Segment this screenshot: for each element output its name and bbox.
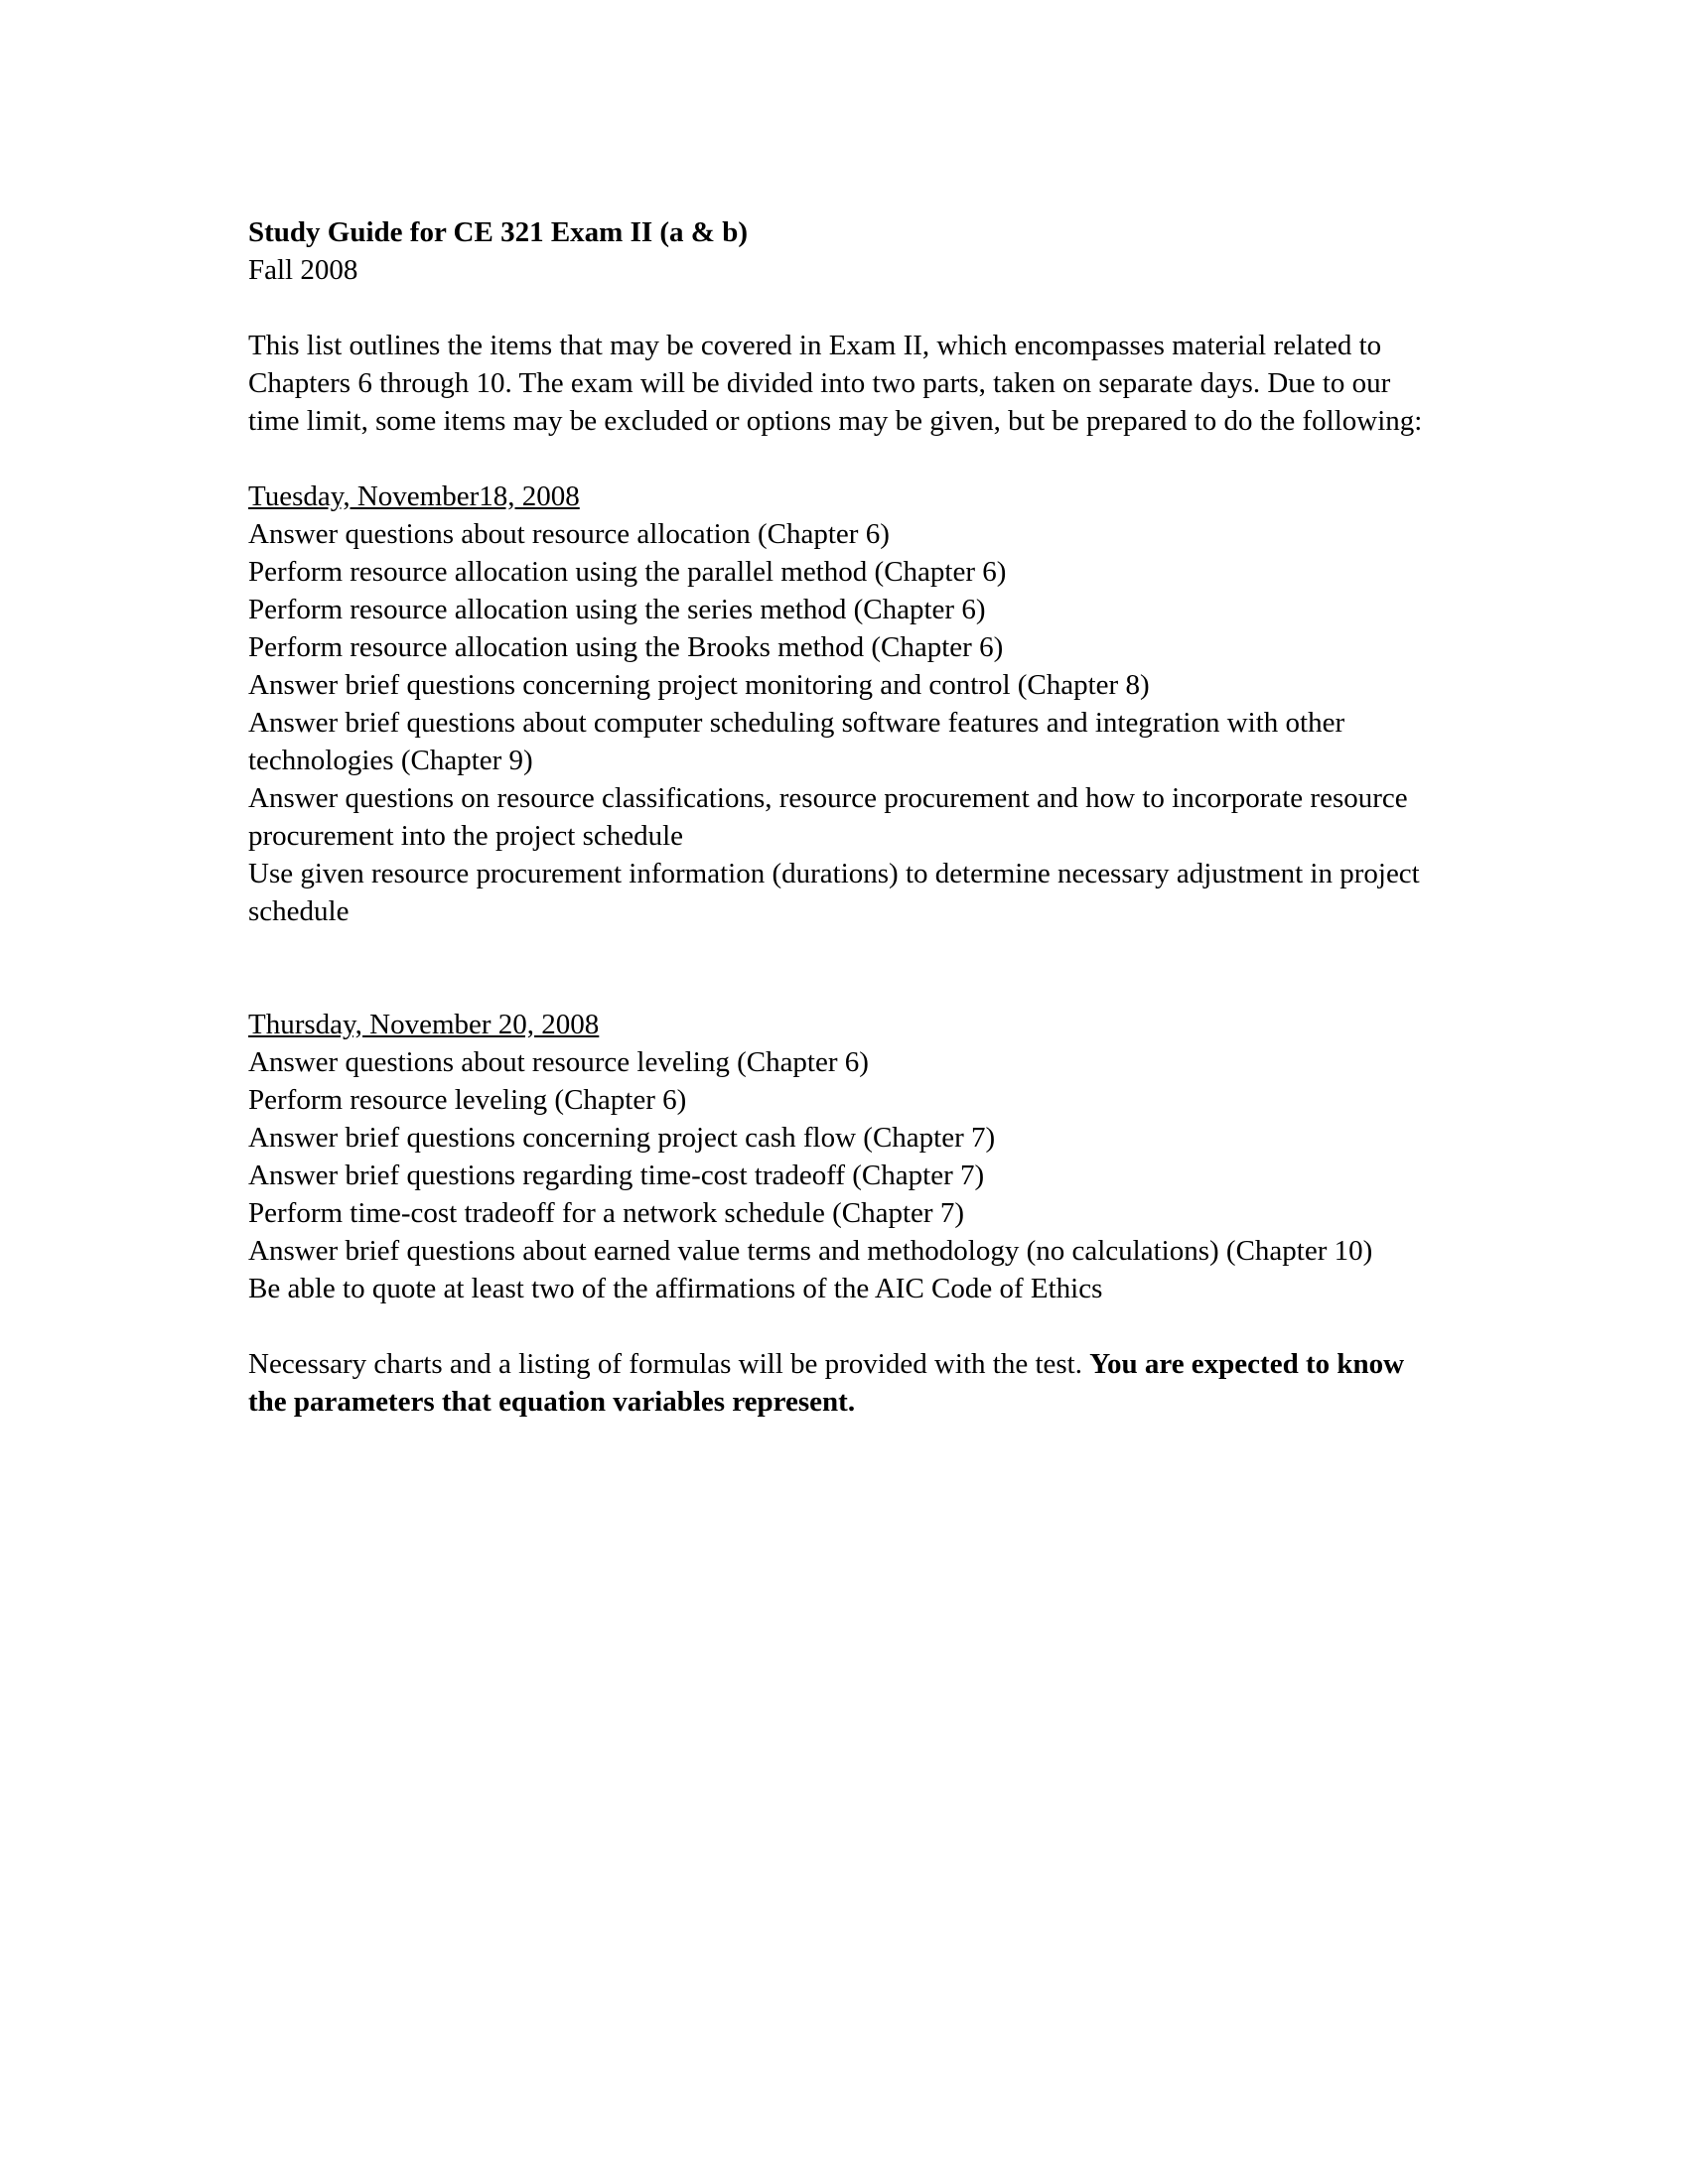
closing-text: Necessary charts and a listing of formulas will be provided with the test.: [248, 1348, 1090, 1380]
list-item: Be able to quote at least two of the affirmations of the AIC Code of Ethics: [248, 1273, 1103, 1304]
section-2-heading: Thursday, November 20, 2008: [248, 1009, 600, 1040]
closing-paragraph: [248, 1345, 1437, 1421]
list-item: Perform resource leveling (Chapter 6): [248, 1084, 687, 1116]
section-1-heading: Tuesday, November18, 2008: [248, 480, 580, 512]
intro-paragraph: This list outlines the items that may be covered in Exam II, which encompasses material related to Chapters 6 through 10. The exam will be divided into two parts, taken on separate days. Due to our time limit, some items may be excluded or options may be given, but be prepared to do the following:: [248, 330, 1423, 437]
list-item: Answer brief questions concerning project monitoring and control (Chapter 8): [248, 669, 1150, 701]
list-item: Perform resource allocation using the parallel method (Chapter 6): [248, 556, 1007, 588]
list-item: Answer brief questions concerning project cash flow (Chapter 7): [248, 1122, 996, 1154]
spacer: [248, 440, 1437, 478]
list-item: Answer brief questions about earned value terms and methodology (no calculations) (Chapter 10): [248, 1235, 1373, 1267]
spacer: [248, 1307, 1437, 1345]
list-item: Answer questions about resource leveling (Chapter 6): [248, 1046, 869, 1078]
list-item: Perform resource allocation using the Brooks method (Chapter 6): [248, 631, 1004, 663]
list-item: Answer questions about resource allocation (Chapter 6): [248, 518, 890, 550]
closing-bold-text: You are expected to know the parameters that equation variables represent.: [248, 1348, 1405, 1418]
spacer: [248, 930, 1437, 1006]
list-item: Answer brief questions about computer scheduling software features and integration with other technologies (Chapter 9): [248, 707, 1345, 776]
document-date: Fall 2008: [248, 254, 358, 286]
list-item: Answer questions on resource classifications, resource procurement and how to incorporate resource procurement into the project schedule: [248, 782, 1408, 852]
list-item: Answer brief questions regarding time-cost tradeoff (Chapter 7): [248, 1160, 985, 1191]
document-title: Study Guide for CE 321 Exam II (a & b): [248, 216, 748, 248]
list-item: Perform time-cost tradeoff for a network schedule (Chapter 7): [248, 1197, 964, 1229]
spacer: [248, 289, 1437, 327]
list-item: Perform resource allocation using the series method (Chapter 6): [248, 594, 986, 625]
list-item: Use given resource procurement information (durations) to determine necessary adjustment in project schedule: [248, 858, 1420, 927]
